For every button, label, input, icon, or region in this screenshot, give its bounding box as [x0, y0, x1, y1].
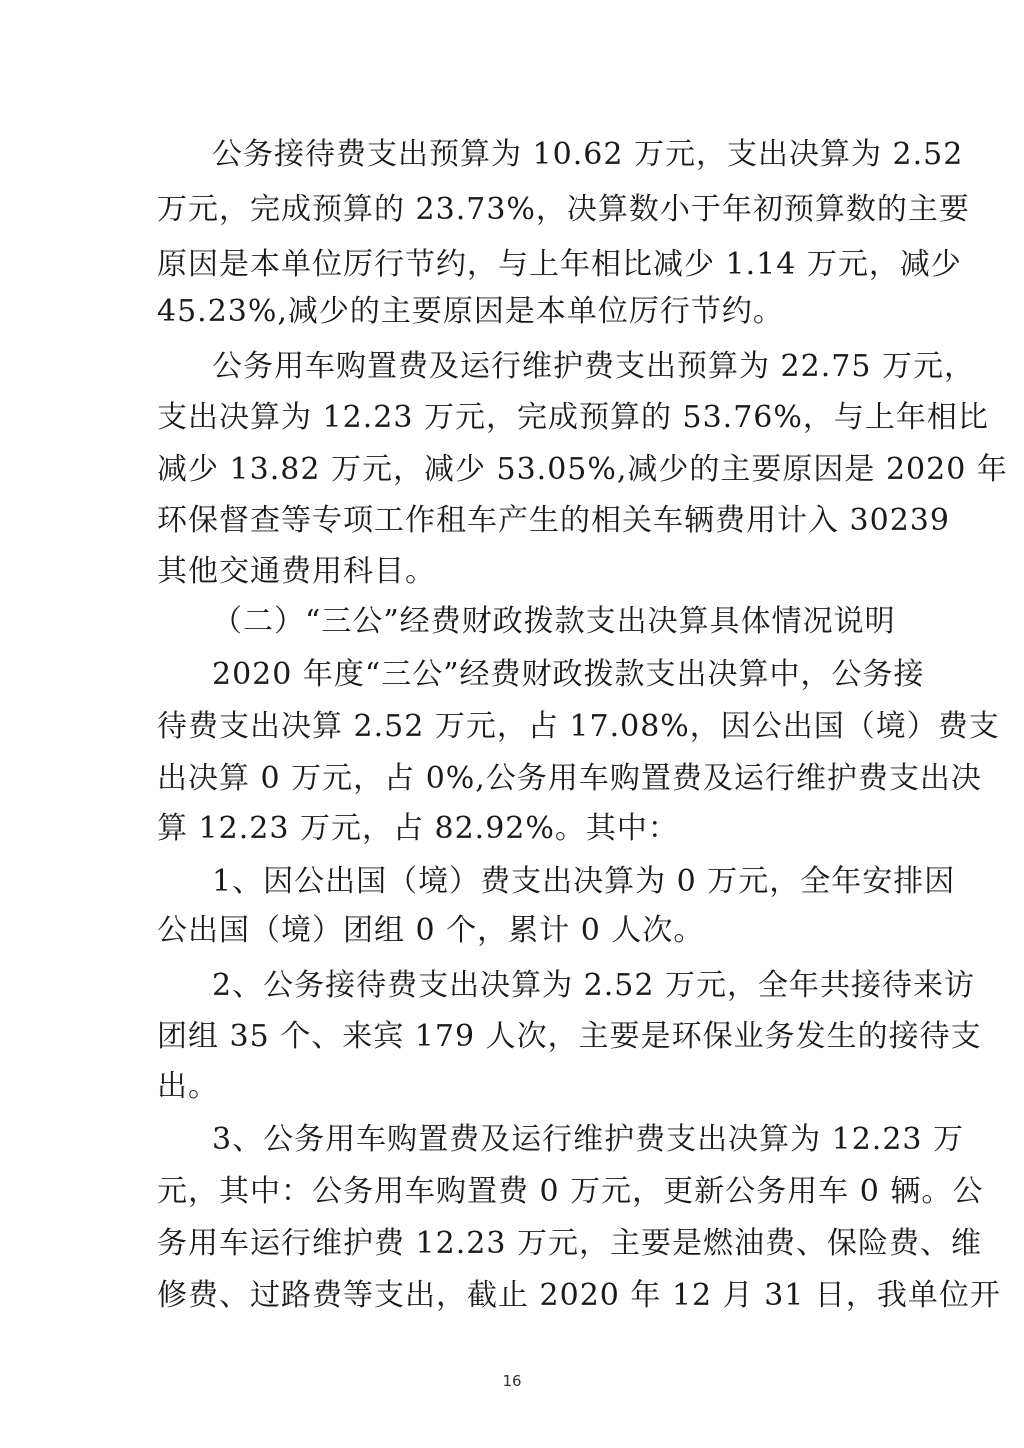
list-item-line: 3、公务用车购置费及运行维护费支出决算为 12.23 万 — [212, 1122, 965, 1157]
list-item-line: 务用车运行维护费 12.23 万元，主要是燃油费、保险费、维 — [157, 1226, 982, 1261]
paragraph-line: 支出决算为 12.23 万元，完成预算的 53.76%，与上年相比 — [157, 400, 989, 435]
section-heading: （二）“三公”经费财政拨款支出决算具体情况说明 — [212, 604, 896, 639]
paragraph-line: 2020 年度“三公”经费财政拨款支出决算中，公务接 — [212, 657, 925, 692]
paragraph-line: 出决算 0 万元，占 0%,公务用车购置费及运行维护费支出决 — [157, 761, 982, 796]
paragraph-line: 算 12.23 万元，占 82.92%。其中： — [157, 811, 679, 846]
paragraph-line: 其他交通费用科目。 — [157, 554, 436, 589]
list-item-line: 公出国（境）团组 0 个，累计 0 人次。 — [157, 913, 705, 948]
paragraph-line: 待费支出决算 2.52 万元，占 17.08%，因公出国（境）费支 — [157, 709, 1000, 744]
list-item-line: 修费、过路费等支出，截止 2020 年 12 月 31 日，我单位开 — [157, 1278, 1001, 1313]
paragraph-line: 公务用车购置费及运行维护费支出预算为 22.75 万元， — [212, 349, 975, 384]
paragraph-line: 减少 13.82 万元，减少 53.05%,减少的主要原因是 2020 年 — [157, 452, 1008, 487]
list-item-line: 元，其中：公务用车购置费 0 万元，更新公务用车 0 辆。公 — [157, 1174, 984, 1209]
list-item-line: 2、公务接待费支出决算为 2.52 万元，全年共接待来访 — [212, 968, 975, 1003]
paragraph-line: 万元，完成预算的 23.73%，决算数小于年初预算数的主要 — [157, 192, 970, 227]
paragraph-line: 45.23%,减少的主要原因是本单位厉行节约。 — [157, 294, 784, 329]
paragraph-line: 公务接待费支出预算为 10.62 万元，支出决算为 2.52 — [212, 137, 964, 172]
page-number: 16 — [502, 1372, 522, 1390]
list-item-line: 团组 35 个、来宾 179 人次，主要是环保业务发生的接待支 — [157, 1019, 982, 1054]
list-item-line: 1、因公出国（境）费支出决算为 0 万元，全年安排因 — [212, 864, 956, 899]
list-item-line: 出。 — [157, 1069, 219, 1104]
paragraph-line: 原因是本单位厉行节约，与上年相比减少 1.14 万元，减少 — [157, 247, 962, 282]
paragraph-line: 环保督查等专项工作租车产生的相关车辆费用计入 30239 — [157, 503, 950, 538]
